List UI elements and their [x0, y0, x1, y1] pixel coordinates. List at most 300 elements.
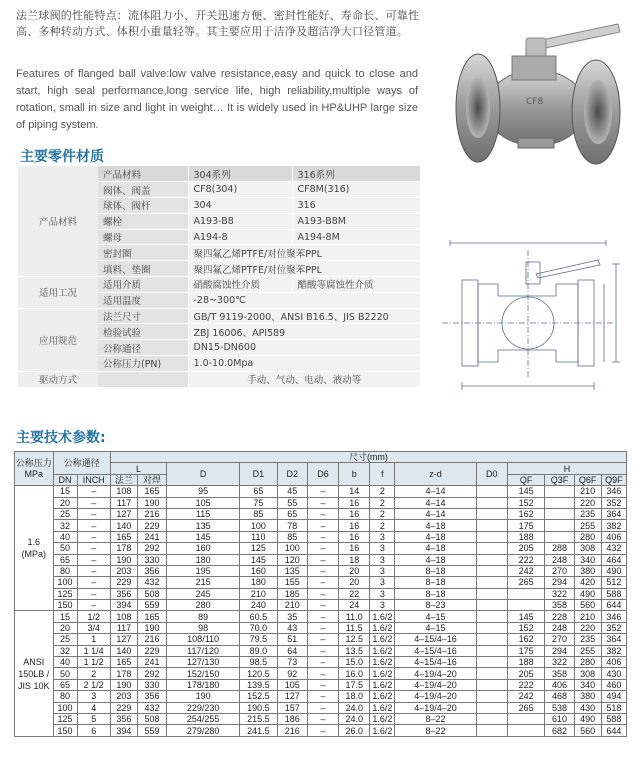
table-cell: 152/150	[167, 668, 240, 679]
item-cell: 适用介质	[98, 277, 188, 293]
table-cell: 4–19/4–20	[395, 702, 476, 713]
table-cell: 4–15/4–16	[395, 634, 476, 645]
table-cell	[476, 565, 507, 576]
table-cell: –	[307, 554, 338, 565]
table-cell: 356	[110, 588, 137, 599]
table-cell: 98.5	[240, 657, 278, 668]
table-cell: –	[307, 600, 338, 611]
table-cell: 216	[137, 508, 166, 519]
table-cell: 279/280	[167, 725, 240, 736]
table-cell: 26.0	[339, 725, 370, 736]
table-row	[15, 554, 627, 565]
table-cell: 11.5	[339, 622, 370, 633]
table-cell: –	[307, 657, 338, 668]
table-cell: 1.6/2	[370, 725, 395, 736]
table-cell: 560	[574, 725, 601, 736]
item-cell: 阀体、阀盖	[98, 182, 188, 198]
table-cell: 292	[137, 668, 166, 679]
header-D2: D2	[277, 463, 307, 486]
table-cell: 18.0	[339, 691, 370, 702]
table-cell: 308	[574, 668, 601, 679]
table-cell	[545, 508, 574, 519]
header-Q6F: Q6F	[574, 474, 601, 485]
table-cell: 165	[137, 486, 166, 497]
header-D6: D6	[307, 463, 338, 486]
table-cell: 18	[339, 554, 370, 565]
table-cell: 432	[137, 702, 166, 713]
table-cell: 559	[137, 725, 166, 736]
table-cell: 127/130	[167, 657, 240, 668]
table-cell: 4–14	[395, 508, 476, 519]
table-cell: 588	[601, 713, 626, 724]
table-cell: 17.5	[339, 679, 370, 690]
header-bore: 公称通径	[53, 452, 110, 475]
table-cell: 464	[601, 554, 626, 565]
table-cell: 210	[574, 611, 601, 622]
table-cell: –	[77, 486, 110, 497]
table-cell: 4–18	[395, 531, 476, 542]
table-cell: 382	[601, 645, 626, 656]
table-cell: 4–15/4–16	[395, 657, 476, 668]
table-cell: 364	[601, 508, 626, 519]
table-cell: 559	[137, 600, 166, 611]
table-cell: 220	[574, 622, 601, 633]
value-cell: ZBJ 16006、API589	[188, 324, 420, 340]
table-cell: 152	[507, 497, 545, 508]
item-cell: 密封圈	[98, 245, 188, 261]
table-cell: 20	[339, 577, 370, 588]
table-cell: –	[307, 611, 338, 622]
value-cell: 聚四氟乙烯PTFE/对位聚苯PPL	[188, 245, 420, 261]
table-cell: 240	[240, 600, 278, 611]
table-cell: 3	[370, 543, 395, 554]
table-cell: 352	[601, 497, 626, 508]
table-cell	[476, 486, 507, 497]
item-cell: 螺母	[98, 229, 188, 245]
table-cell: 210	[574, 486, 601, 497]
table-cell: 140	[110, 520, 137, 531]
table-cell: 16	[339, 497, 370, 508]
table-cell: 32	[53, 520, 77, 531]
table-cell: 216	[137, 634, 166, 645]
table-cell: –	[307, 713, 338, 724]
table-cell: –	[307, 668, 338, 679]
table-cell: 205	[507, 668, 545, 679]
item-cell: 检验试验	[98, 324, 188, 340]
table-cell: 117	[110, 622, 137, 633]
table-cell: 494	[601, 691, 626, 702]
table-cell: 242	[507, 565, 545, 576]
table-cell	[476, 531, 507, 542]
table-cell: –	[307, 702, 338, 713]
table-cell: 188	[507, 531, 545, 542]
table-cell: 2	[370, 508, 395, 519]
item-cell: 填料、垫圈	[98, 261, 188, 277]
table-cell: 117	[110, 497, 137, 508]
table-cell: 190	[137, 622, 166, 633]
table-cell: –	[77, 588, 110, 599]
table-cell	[545, 520, 574, 531]
table-row	[15, 577, 627, 588]
item-cell	[98, 371, 188, 387]
table-cell: 43	[277, 622, 307, 633]
table-cell: –	[307, 691, 338, 702]
table-cell: 65	[240, 486, 278, 497]
table-cell: 115	[167, 508, 240, 519]
table-cell: 4–15	[395, 611, 476, 622]
table-cell: –	[77, 565, 110, 576]
table-cell: 105	[167, 497, 240, 508]
table-cell: 330	[137, 554, 166, 565]
table-cell: 588	[601, 588, 626, 599]
table-cell: –	[77, 508, 110, 519]
header-DN: DN	[53, 474, 77, 485]
value-cell: A193-B8	[188, 213, 292, 229]
table-cell: 358	[545, 600, 574, 611]
table-cell: 178	[110, 668, 137, 679]
table-cell: 346	[601, 611, 626, 622]
table-cell: 190	[110, 679, 137, 690]
category-cell: 产品材料	[18, 166, 98, 277]
table-cell	[507, 588, 545, 599]
table-cell: 120.5	[240, 668, 278, 679]
table-cell: 85	[277, 531, 307, 542]
table-cell: 2	[370, 520, 395, 531]
table-cell: 8–18	[395, 577, 476, 588]
header-zd: z-d	[395, 463, 476, 486]
table-cell: 65	[277, 508, 307, 519]
table-row	[18, 166, 420, 182]
intro-english: Features of flanged ball valve:low valve resistance,easy and quick to close and start, high seal performance,long service life, high reliability,multiple ways of rotation, small in size and light in weight… It is widely used in HP&UHP large size of piping system.	[16, 68, 418, 131]
table-cell: 4–15/4–16	[395, 645, 476, 656]
table-row	[15, 520, 627, 531]
table-cell: 180	[240, 577, 278, 588]
table-cell: 55	[277, 497, 307, 508]
table-cell: 220	[574, 497, 601, 508]
table-cell	[476, 691, 507, 702]
table-cell: 100	[240, 520, 278, 531]
table-cell: –	[307, 486, 338, 497]
table-cell	[476, 543, 507, 554]
value-cell: 聚四氟乙烯PTFE/对位聚苯PPL	[188, 261, 420, 277]
table-cell: 248	[545, 622, 574, 633]
table-cell: 346	[601, 486, 626, 497]
table-cell: 108	[110, 486, 137, 497]
valve-photo	[448, 20, 624, 170]
table-cell	[476, 611, 507, 622]
table-cell	[476, 577, 507, 588]
table-cell: 3	[370, 531, 395, 542]
table-cell: 125	[53, 713, 77, 724]
table-cell: 11.0	[339, 611, 370, 622]
table-cell	[507, 713, 545, 724]
value-cell: 1.0-10.0Mpa	[188, 356, 420, 372]
table-cell	[476, 634, 507, 645]
table-cell: 490	[574, 588, 601, 599]
header-size: 尺寸(mm)	[110, 452, 626, 463]
table-cell: 165	[110, 531, 137, 542]
table-cell: 15.0	[339, 657, 370, 668]
value-cell: 304系列	[188, 166, 292, 182]
table-cell: 644	[601, 725, 626, 736]
table-cell: 20	[339, 565, 370, 576]
table-cell: 518	[601, 702, 626, 713]
table-cell: –	[307, 577, 338, 588]
table-cell: 145	[507, 611, 545, 622]
valve-technical-drawing	[438, 238, 624, 400]
table-cell: 145	[240, 554, 278, 565]
intro-chinese: 法兰球阀的性能特点：流体阻力小、开关迅速方便、密封性能好、寿命长、可靠性高、多种转动方式、体积小重量轻等。其主要应用于洁净及超洁净大口径管道。	[16, 9, 420, 38]
table-cell: 490	[601, 565, 626, 576]
table-cell	[545, 486, 574, 497]
value-cell: 手动、气动、电动、液动等	[188, 371, 420, 387]
table-cell: 25	[53, 508, 77, 519]
table-cell: 24.0	[339, 713, 370, 724]
table-cell: 152.5	[240, 691, 278, 702]
table-cell: 265	[507, 577, 545, 588]
table-cell: 215.5	[240, 713, 278, 724]
table-cell: 358	[545, 668, 574, 679]
category-cell: 应用规范	[18, 308, 98, 371]
table-cell: 352	[601, 622, 626, 633]
table-cell: 20	[53, 497, 77, 508]
table-cell: 490	[574, 713, 601, 724]
table-cell: –	[77, 497, 110, 508]
table-cell: 4–19/4–20	[395, 679, 476, 690]
value-cell: 304	[188, 198, 292, 214]
table-cell: 8–18	[395, 588, 476, 599]
table-cell: 190	[137, 497, 166, 508]
table-cell: –	[307, 497, 338, 508]
item-cell: 公称压力(PN)	[98, 356, 188, 372]
table-cell: –	[307, 588, 338, 599]
table-cell: 12.5	[339, 634, 370, 645]
table-cell: 108/110	[167, 634, 240, 645]
table-cell: 145	[167, 531, 240, 542]
table-row	[15, 588, 627, 599]
table-cell: 2	[77, 668, 110, 679]
table-cell: 178/180	[167, 679, 240, 690]
value-cell: A194-8M	[292, 229, 420, 245]
table-cell: 3	[370, 554, 395, 565]
table-cell: 16	[339, 531, 370, 542]
table-cell: 432	[601, 543, 626, 554]
table-cell: 222	[507, 554, 545, 565]
table-cell: 139.5	[240, 679, 278, 690]
table-cell: 1.6/2	[370, 668, 395, 679]
table-cell: –	[307, 622, 338, 633]
section-title-specs: 主要技术参数:	[16, 430, 106, 446]
category-cell: 驱动方式	[18, 371, 98, 387]
table-cell: –	[307, 531, 338, 542]
table-cell: 4–15	[395, 622, 476, 633]
table-row	[18, 277, 420, 293]
table-cell: 165	[137, 611, 166, 622]
item-cell: 产品材料	[98, 166, 188, 182]
table-cell: –	[307, 565, 338, 576]
table-cell: 175	[507, 645, 545, 656]
table-cell: 203	[110, 565, 137, 576]
item-cell: 螺栓	[98, 213, 188, 229]
table-cell: –	[77, 531, 110, 542]
table-cell: 20	[53, 622, 77, 633]
table-cell: 280	[574, 531, 601, 542]
table-row	[15, 668, 627, 679]
table-cell: 2	[370, 497, 395, 508]
table-cell: 24.0	[339, 702, 370, 713]
value-cell: 316系列	[292, 166, 420, 182]
table-cell: 8–22	[395, 725, 476, 736]
table-cell: 8–22	[395, 713, 476, 724]
value-cell: -28~300℃	[188, 292, 420, 308]
header-weld: 对焊	[137, 474, 166, 485]
table-row	[15, 622, 627, 633]
table-cell: 14	[339, 486, 370, 497]
table-cell: 229	[137, 520, 166, 531]
table-cell: 13.5	[339, 645, 370, 656]
table-cell	[476, 588, 507, 599]
table-cell: 4–14	[395, 497, 476, 508]
table-cell: 8–18	[395, 565, 476, 576]
item-cell: 球体、阀杆	[98, 198, 188, 214]
table-cell: 125	[240, 543, 278, 554]
value-cell: DN15-DN600	[188, 340, 420, 356]
table-cell	[545, 531, 574, 542]
table-cell: 229	[110, 577, 137, 588]
table-cell: 1.6/2	[370, 645, 395, 656]
table-cell: –	[307, 634, 338, 645]
table-cell: –	[307, 520, 338, 531]
table-cell: 190.5	[240, 702, 278, 713]
table-cell: –	[307, 543, 338, 554]
table-cell: 308	[574, 543, 601, 554]
table-cell: 394	[110, 600, 137, 611]
table-cell: 51	[277, 634, 307, 645]
header-b: b	[339, 463, 370, 486]
table-cell: 270	[545, 565, 574, 576]
materials-table	[18, 166, 420, 388]
table-cell: 25	[53, 634, 77, 645]
category-cell: 适用工况	[18, 277, 98, 309]
table-cell: 185	[277, 588, 307, 599]
table-cell: 508	[137, 713, 166, 724]
table-cell: 1 1/4	[77, 645, 110, 656]
table-cell: 24	[339, 600, 370, 611]
table-cell: 100	[277, 543, 307, 554]
table-cell	[476, 622, 507, 633]
table-cell: 203	[110, 691, 137, 702]
pressure-group-cell: 1.6 (MPa)	[15, 486, 54, 611]
table-cell: 75	[240, 497, 278, 508]
table-cell: 406	[601, 657, 626, 668]
item-cell: 法兰尺寸	[98, 308, 188, 324]
table-cell: 80	[53, 691, 77, 702]
table-cell: 135	[167, 520, 240, 531]
table-cell: 64	[277, 645, 307, 656]
table-cell: 6	[77, 725, 110, 736]
table-cell: 1.6/2	[370, 634, 395, 645]
table-cell: 210	[277, 600, 307, 611]
header-H: H	[507, 463, 626, 474]
header-D0: D0	[476, 463, 507, 486]
table-cell: 92	[277, 668, 307, 679]
table-row	[15, 543, 627, 554]
table-cell: 160	[167, 543, 240, 554]
table-cell: 3	[370, 600, 395, 611]
table-cell: 610	[545, 713, 574, 724]
table-cell: 190	[167, 691, 240, 702]
table-cell: 265	[507, 702, 545, 713]
table-cell	[476, 554, 507, 565]
table-cell: 89	[167, 611, 240, 622]
table-cell: 235	[574, 634, 601, 645]
table-cell: 468	[545, 691, 574, 702]
table-cell: 127	[110, 508, 137, 519]
table-cell: 3/4	[77, 622, 110, 633]
table-cell: 50	[53, 668, 77, 679]
table-cell: –	[307, 679, 338, 690]
table-cell	[545, 497, 574, 508]
table-cell: 242	[507, 691, 545, 702]
table-cell: –	[77, 543, 110, 554]
table-cell: 1.6/2	[370, 691, 395, 702]
table-cell: 32	[53, 645, 77, 656]
table-cell: 100	[53, 702, 77, 713]
table-cell: 380	[574, 565, 601, 576]
table-cell: 512	[601, 577, 626, 588]
table-cell: 157	[277, 702, 307, 713]
table-cell: 364	[601, 634, 626, 645]
table-cell: 127	[277, 691, 307, 702]
table-cell: 100	[53, 577, 77, 588]
table-row	[18, 371, 420, 387]
table-row	[15, 486, 627, 497]
table-row	[15, 565, 627, 576]
table-cell: 22	[339, 588, 370, 599]
table-cell: 1.6/2	[370, 713, 395, 724]
table-cell: 229/230	[167, 702, 240, 713]
table-cell: 145	[507, 486, 545, 497]
table-cell: 40	[53, 657, 77, 668]
table-cell: 356	[137, 565, 166, 576]
table-cell: 95	[167, 486, 240, 497]
header-f: f	[370, 463, 395, 486]
table-row	[15, 713, 627, 724]
table-cell: 210	[240, 588, 278, 599]
table-cell: 322	[545, 657, 574, 668]
table-cell: 228	[545, 611, 574, 622]
table-cell: 140	[110, 645, 137, 656]
section-title-materials: 主要零件材质	[20, 149, 104, 165]
table-cell: 216	[277, 725, 307, 736]
table-cell: 152	[507, 622, 545, 633]
table-cell: 2 1/2	[77, 679, 110, 690]
table-cell: 78	[277, 520, 307, 531]
table-cell: 356	[110, 713, 137, 724]
table-cell: 89.0	[240, 645, 278, 656]
table-cell: –	[77, 554, 110, 565]
table-cell: 70.0	[240, 622, 278, 633]
table-cell: 229	[137, 645, 166, 656]
table-cell: 254/255	[167, 713, 240, 724]
table-cell: –	[77, 577, 110, 588]
table-cell: 155	[277, 577, 307, 588]
table-cell: 3	[77, 691, 110, 702]
header-QF: QF	[507, 474, 545, 485]
table-cell	[476, 600, 507, 611]
table-cell: 117/120	[167, 645, 240, 656]
table-cell: 241	[137, 657, 166, 668]
